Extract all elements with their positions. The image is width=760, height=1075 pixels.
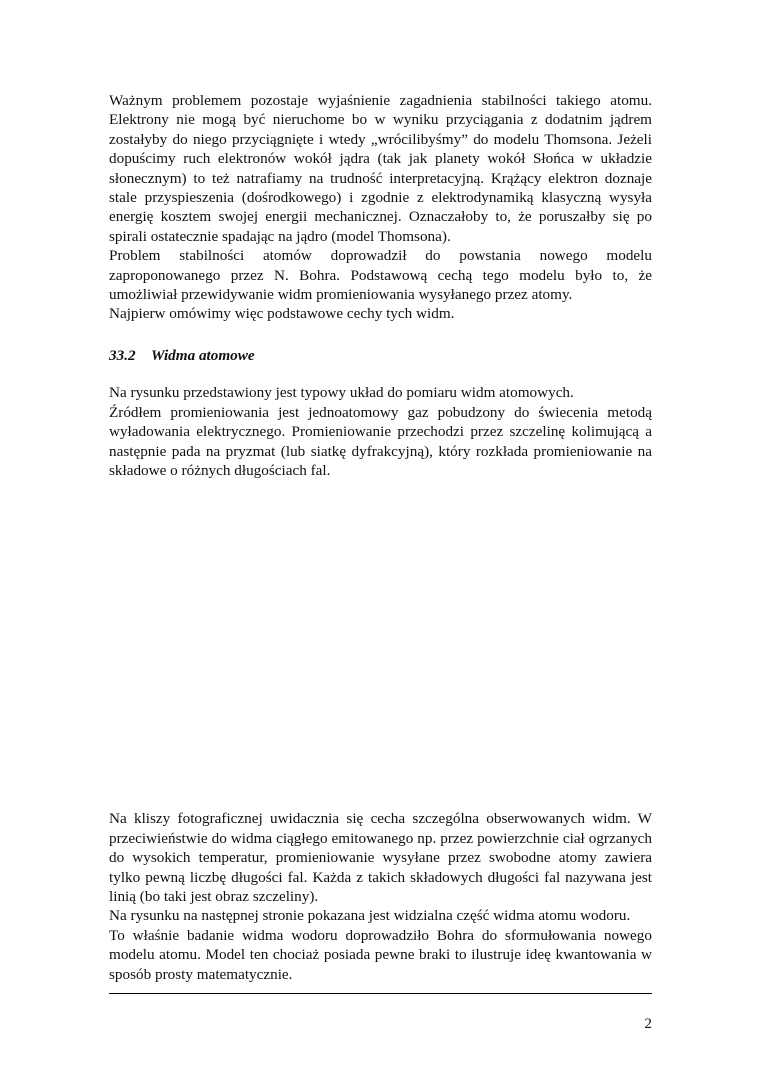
section-number: 33.2: [109, 346, 136, 364]
page-number: 2: [644, 1015, 652, 1032]
section-heading: [109, 346, 652, 365]
after-figure-paragraph-1: Na kliszy fotograficznej uwidacznia się cecha szczególna obserwowanych widm. W przeciwieństwie do widma ciągłego emitowanego np. przez powierzchnie ciał ogrzanych do wysokich temperatur, promieniowanie wysyłane przez swobodne atomy zawiera tylko pewną liczbę długości fal. Każda z takich składowych długości fal nazywana jest linią (bo taki jest obraz szczeliny).: [109, 810, 652, 905]
page-body: [109, 91, 652, 984]
intro-paragraph-3: Najpierw omówimy więc podstawowe cechy tych widm.: [109, 305, 455, 323]
section-paragraph-1: Na rysunku przedstawiony jest typowy układ do pomiaru widm atomowych.: [109, 384, 574, 402]
footer-divider: [109, 993, 652, 994]
section-paragraph-2: Źródłem promieniowania jest jednoatomowy gaz pobudzony do świecenia metodą wyładowania elektrycznego. Promieniowanie przechodzi przez szczelinę kolimującą a następnie pada na pryzmat (lub siatkę dyfrakcyjną), który rozkłada promieniowanie na składowe o różnych długościach fal.: [109, 403, 652, 479]
intro-paragraph-1: Ważnym problemem pozostaje wyjaśnienie zagadnienia stabilności takiego atomu. Elektrony nie mogą być nieruchome bo w wyniku przyciągania z dodatnim jądrem zostałyby do niego przyciągnięte i wtedy „wrócilibyśmy” do modelu Thomsona. Jeżeli dopuścimy ruch elektronów wokół jądra (tak jak planety wokół Słońca w układzie słonecznym) to też natrafiamy na trudność interpretacyjną. Krążący elektron doznaje stale przyspieszenia (dośrodkowego) i zgodnie z elektrodynamiką klasyczną wysyła energię kosztem swojej energii mechanicznej. Oznaczałoby to, że poruszałby się po spirali ostatecznie spadając na jądro (model Thomsona).: [109, 92, 652, 245]
figure-placeholder: [109, 480, 652, 809]
after-figure-paragraph-2: Na rysunku na następnej stronie pokazana jest widzialna część widma atomu wodoru.: [109, 907, 631, 925]
intro-paragraph-2: Problem stabilności atomów doprowadził do powstania nowego modelu zaproponowanego przez N. Bohra. Podstawową cechą tego modelu było to, że umożliwiał przewidywanie widm promieniowania wysyłanego przez atomy.: [109, 247, 652, 304]
after-figure-paragraph-3: To właśnie badanie widma wodoru doprowadziło Bohra do sformułowania nowego modelu atomu. Model ten chociaż posiada pewne braki to ilustruje ideę kwantowania w sposób prosty matematycznie.: [109, 926, 652, 983]
section-title: Widma atomowe: [151, 346, 255, 364]
